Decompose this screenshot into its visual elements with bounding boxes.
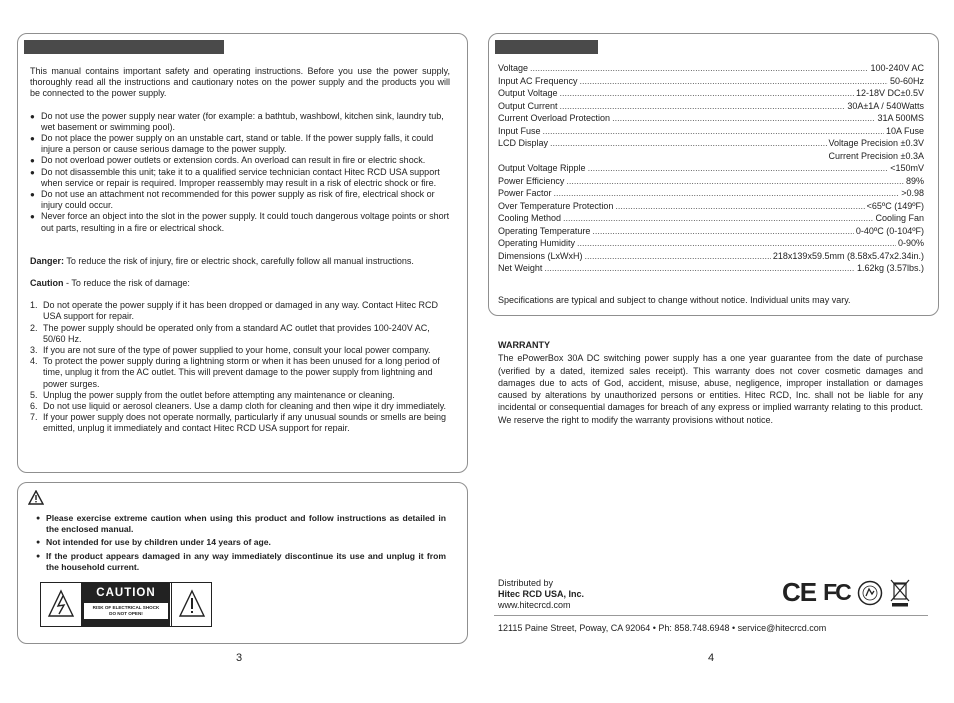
danger-statement <box>30 256 450 267</box>
spec-value: Voltage Precision ±0.3V <box>828 138 924 149</box>
dot-leader <box>550 138 826 149</box>
spec-row <box>498 125 924 138</box>
spec-value: 1.62kg (3.57lbs.) <box>856 263 924 274</box>
safety-bullet-item: ● Do not disassemble this unit; take it to a qualified service technician contact Hitec RCD USA support when service or repair is required. Improper reassembly may result in a risk of electric shock or fire. <box>30 167 450 189</box>
item-number: 4. <box>30 356 38 367</box>
caution-label: Caution <box>30 278 64 289</box>
spec-row <box>498 112 924 125</box>
danger-label: Danger: <box>30 255 65 266</box>
spec-value: 30A±1A / 540Watts <box>847 100 924 111</box>
section-header-bar <box>495 40 598 54</box>
exclamation-symbol-icon <box>171 583 212 626</box>
danger-text: To reduce the risk of injury, fire or electric shock, carefully follow all manual instructions. <box>66 255 414 266</box>
caution-sticker-title: CAUTION <box>96 587 156 599</box>
dot-leader <box>612 113 875 124</box>
spec-label: Net Weight <box>498 263 543 274</box>
spec-value: 10A Fuse <box>885 125 924 136</box>
safety-intro: This manual contains important safety and operating instructions. Before you use the power supply, thoroughly read all the instructions and cautionary notes on the power supply and the products you will be connected to the power supply. <box>30 66 450 99</box>
page-number-right: 4 <box>708 652 715 664</box>
spec-label: Input Fuse <box>498 125 541 136</box>
safety-bullet-item: ● Do not use an attachment not recommended for this power supply as risk of fire, electrical shock or injury could occur. <box>30 189 450 211</box>
spec-row <box>498 250 924 263</box>
certification-logos <box>782 578 910 608</box>
ce-mark-icon: CE <box>782 577 817 608</box>
footer-address: 12115 Paine Street, Poway, CA 92064 • Ph: 858.748.6948 • service@hitecrcd.com <box>498 623 827 633</box>
spec-row <box>498 87 924 100</box>
shock-symbol-icon <box>41 583 82 626</box>
dot-leader <box>577 238 896 249</box>
dot-leader <box>585 251 771 262</box>
item-text: Unplug the power supply from the outlet before attempting any maintenance or cleaning. <box>43 389 395 400</box>
dot-leader <box>530 63 868 74</box>
warning-item: ● Please exercise extreme caution when using this product and follow instructions as detailed in the enclosed manual. <box>36 513 446 535</box>
spec-value: 50-60Hz <box>889 75 924 86</box>
spec-value: Current Precision ±0.3A <box>828 150 924 161</box>
dot-leader <box>560 88 854 99</box>
safety-bullet-item: ● Do not overload power outlets or extension cords. An overload can result in fire or electric shock. <box>30 155 450 166</box>
safety-numbered-item <box>30 345 450 356</box>
spec-label: Output Voltage Ripple <box>498 163 586 174</box>
spec-table <box>498 62 924 275</box>
spec-row <box>498 200 924 213</box>
spec-row <box>498 162 924 175</box>
rohs-seal-icon <box>857 580 883 606</box>
item-text: To protect the power supply during a lightning storm or when it has been unused for a long period of time, unplug it from the AC outlet. This will prevent damage to the power supply from lightning and power surges. <box>43 356 440 389</box>
warning-panel <box>17 482 468 644</box>
caution-sticker <box>40 582 212 627</box>
safety-bullet-list <box>30 111 450 234</box>
spec-row <box>498 175 924 188</box>
warning-item: ● Not intended for use by children under 14 years of age. <box>36 537 446 548</box>
dot-leader <box>615 201 864 212</box>
item-text: Do not use liquid or aerosol cleaners. Use a damp cloth for cleaning and then wipe it dry immediately. <box>43 401 447 412</box>
spec-value: >0.98 <box>901 188 924 199</box>
warranty-title: WARRANTY <box>498 340 550 350</box>
spec-value: 0-90% <box>897 238 924 249</box>
dot-leader <box>543 126 884 137</box>
spec-row <box>498 212 924 225</box>
spec-label: Voltage <box>498 63 529 74</box>
spec-value: 12-18V DC±0.5V <box>856 88 924 99</box>
safety-bullet-item: ● Do not place the power supply on an unstable cart, stand or table. If the power supply falls, it could injure a person or cause serious damage to the power supply. <box>30 133 450 155</box>
safety-numbered-item <box>30 323 450 345</box>
dot-leader <box>554 188 900 199</box>
weee-bin-icon <box>890 578 910 608</box>
safety-numbered-item <box>30 356 450 390</box>
warning-item: ● If the product appears damaged in any way immediately discontinue its use and unplug it from the household current. <box>36 551 446 573</box>
safety-numbered-item <box>30 390 450 401</box>
spec-row <box>498 225 924 238</box>
spec-label: Current Overload Protection <box>498 113 611 124</box>
spec-label: Output Voltage <box>498 88 558 99</box>
spec-label: Dimensions (LxWxH) <box>498 250 583 261</box>
spec-label: Operating Humidity <box>498 238 576 249</box>
footer-divider <box>494 615 928 616</box>
dot-leader <box>560 101 846 112</box>
spec-row <box>498 137 924 150</box>
item-number: 3. <box>30 345 38 356</box>
spec-row <box>498 150 924 163</box>
spec-row <box>498 262 924 275</box>
dot-leader <box>563 213 873 224</box>
item-text: Do not operate the power supply if it has been dropped or damaged in any way. Contact Hitec RCD USA support for repair. <box>43 300 439 322</box>
caution-text: - To reduce the risk of damage: <box>63 278 190 289</box>
spec-row <box>498 62 924 75</box>
item-number: 7. <box>30 412 38 423</box>
spec-value: 89% <box>905 175 924 186</box>
distributor-info <box>498 578 584 611</box>
safety-content <box>30 66 450 435</box>
dot-leader <box>566 176 904 187</box>
spec-value: <65ºC (149ºF) <box>866 200 924 211</box>
caution-statement <box>30 278 450 289</box>
safety-numbered-list <box>30 300 450 434</box>
warranty-text: The ePowerBox 30A DC switching power supply has a one year guarantee from the date of purchase (verified by a dated, itemized sales receipt). This warranty does not cover cosmetic damages and damages due to acts of God, accident, misuse, abuse, negligence, improper installation or damages caused by alterations by unauthorized persons or entities. Hitec RCD, Inc. shall not be liable for any incidental or consequential damages for breach of any express or implied warranty relating to this product. We reserve the right to modify the warranty provisions without notice. <box>498 353 923 425</box>
spec-value: 100-240V AC <box>870 63 924 74</box>
warranty-section <box>498 340 923 426</box>
item-number: 5. <box>30 389 38 400</box>
spec-row <box>498 187 924 200</box>
dot-leader <box>592 226 854 237</box>
item-text: If your power supply does not operate normally, particularly if any unusual sounds or smells are being emitted, unplug it immediately and contact Hitec RCD USA support for repair. <box>43 412 447 434</box>
caution-sticker-line1: RISK OF ELECTRICAL SHOCK <box>92 605 160 611</box>
safety-numbered-item <box>30 401 450 412</box>
dot-leader <box>544 263 855 274</box>
spec-row <box>498 75 924 88</box>
item-text: The power supply should be operated only from a standard AC outlet that provides 100-240V AC, 50/60 Hz. <box>43 322 430 344</box>
spec-value: 218x139x59.5mm (8.58x5.47x2.34in.) <box>772 250 924 261</box>
distributor-web[interactable]: www.hitecrcd.com <box>498 600 571 610</box>
warning-list <box>36 513 446 575</box>
specifications-panel <box>488 33 939 316</box>
spec-label: Input AC Frequency <box>498 75 578 86</box>
spec-value: 0-40ºC (0-104ºF) <box>855 225 924 236</box>
item-text: If you are not sure of the type of power supplied to your home, consult your local power company. <box>43 345 431 356</box>
spec-label: Over Temperature Protection <box>498 200 614 211</box>
distributor-name: Hitec RCD USA, Inc. <box>498 589 585 599</box>
warning-triangle-icon <box>28 490 44 505</box>
spec-label: Operating Temperature <box>498 225 591 236</box>
spec-value: <150mV <box>890 163 924 174</box>
spec-value: 31A 500MS <box>877 113 924 124</box>
spec-label: LCD Display <box>498 138 549 149</box>
spec-label: Power Factor <box>498 188 552 199</box>
item-number: 2. <box>30 322 38 333</box>
safety-panel <box>17 33 468 473</box>
specs-note: Specifications are typical and subject to change without notice. Individual units may vary. <box>498 295 851 305</box>
spec-row <box>498 100 924 113</box>
distributed-by: Distributed by <box>498 578 554 588</box>
spec-row <box>498 237 924 250</box>
spec-label: Power Efficiency <box>498 175 565 186</box>
safety-numbered-item <box>30 300 450 322</box>
item-number: 1. <box>30 300 38 311</box>
safety-bullet-item: ● Do not use the power supply near water (for example: a bathtub, washbowl, kitchen sink, laundry tub, wet basement or swimming pool). <box>30 111 450 133</box>
caution-sticker-center <box>82 583 170 626</box>
section-header-bar <box>24 40 224 54</box>
dot-leader <box>580 76 888 87</box>
caution-sticker-line2: DO NOT OPEN! <box>109 611 143 617</box>
spec-label: Cooling Method <box>498 213 562 224</box>
spec-label: Output Current <box>498 100 558 111</box>
caution-sticker-body <box>84 603 168 619</box>
item-number: 6. <box>30 401 38 412</box>
safety-numbered-item <box>30 412 450 434</box>
safety-bullet-item: ● Never force an object into the slot in the power supply. It could touch dangerous voltage points or short out parts, resulting in a fire or electrical shock. <box>30 211 450 233</box>
dot-leader <box>588 163 889 174</box>
spec-value: Cooling Fan <box>875 213 924 224</box>
page-number-left: 3 <box>236 652 243 664</box>
fcc-mark-icon: FC <box>823 579 850 606</box>
